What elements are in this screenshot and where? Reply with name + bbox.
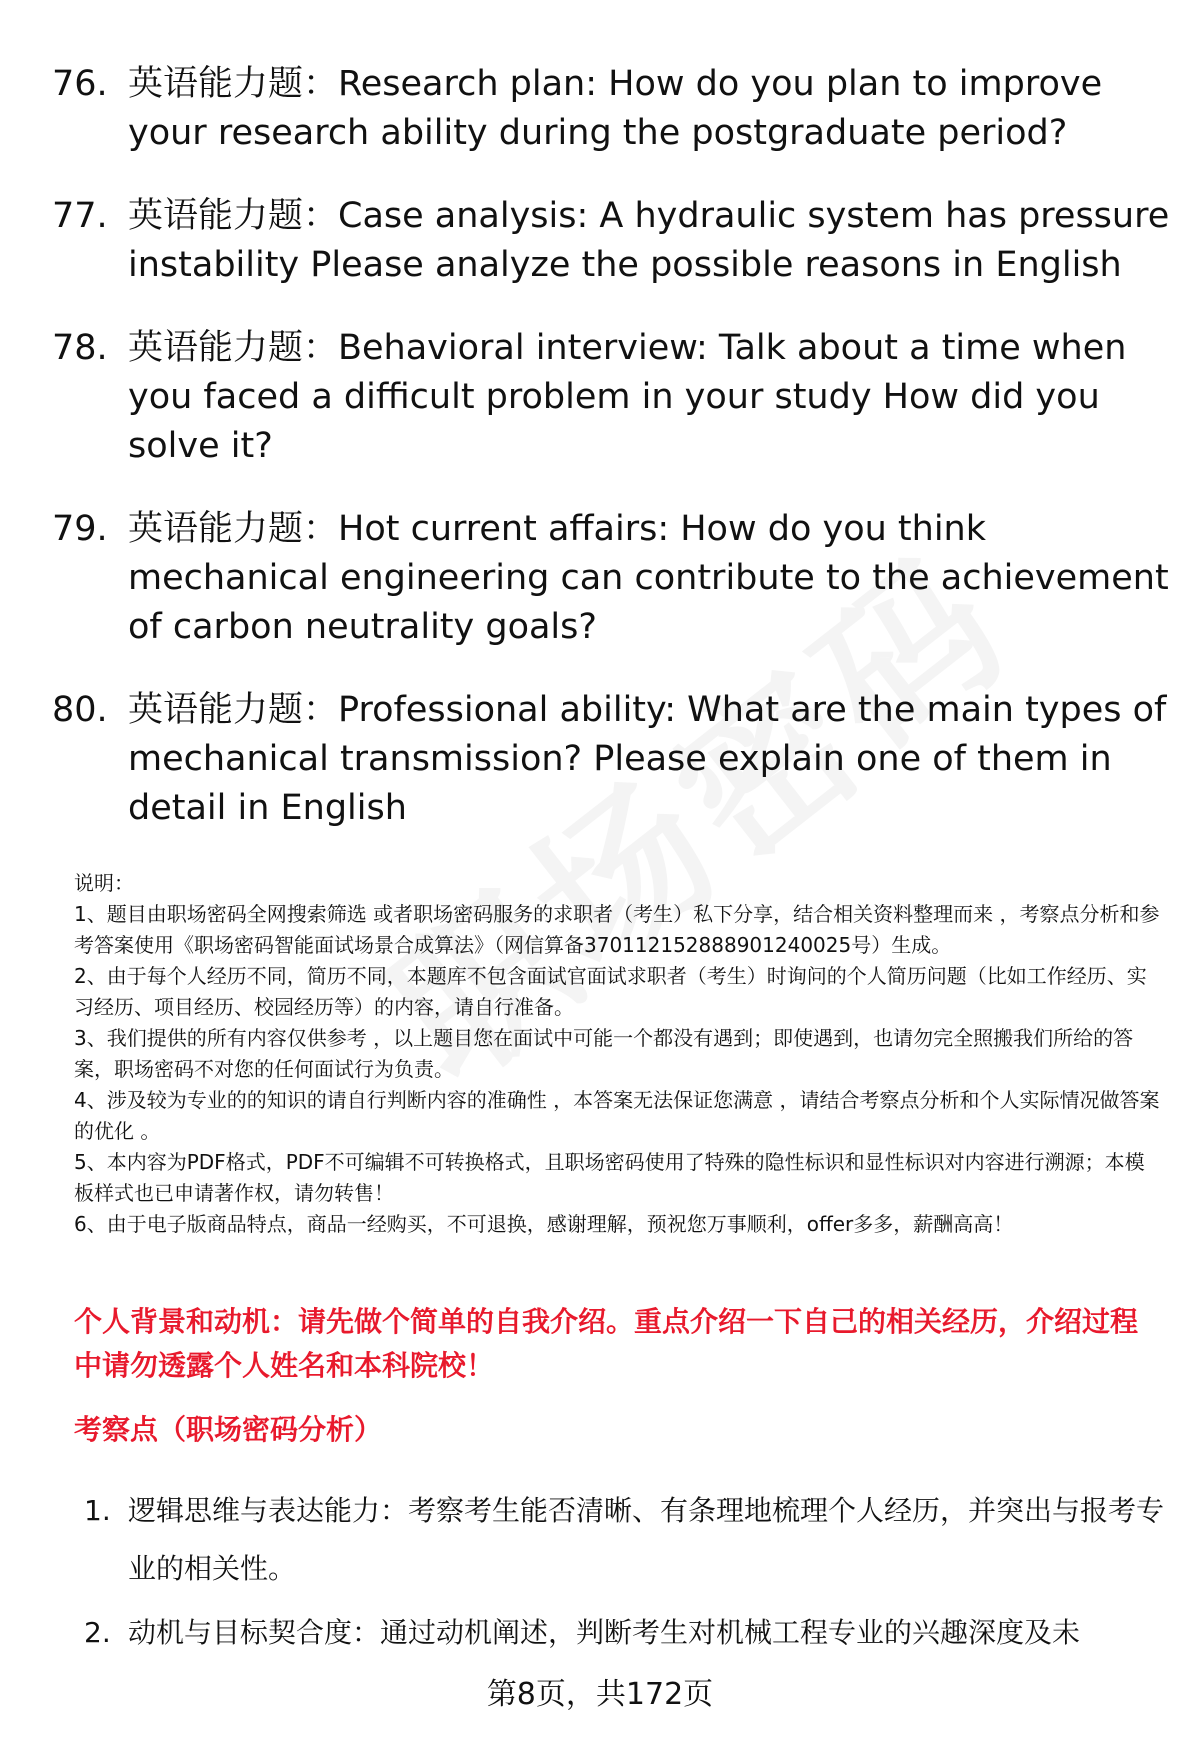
question-number: 77.: [52, 196, 108, 236]
note-item: 3、我们提供的所有内容仅供参考 ，以上题目您在面试中可能一个都没有遇到；即使遇到，也请勿完全照搬我们所给的答案，职场密码不对您的任何面试行为负责。: [74, 1026, 1134, 1081]
point-item: [84, 1604, 1174, 1662]
question-item: [52, 505, 1172, 652]
notes-section: [74, 868, 1164, 1240]
note-item: 4、涉及较为专业的的知识的请自行判断内容的准确性 ，本答案无法保证您满意 ，请结合考察点分析和个人实际情况做答案的优化 。: [74, 1088, 1160, 1143]
question-number: 76.: [52, 64, 108, 104]
question-item: [52, 60, 1172, 158]
question-item: [52, 686, 1172, 833]
question-text: 英语能力题：Research plan: How do you plan to improve your research ability during the postgraduate period?: [128, 64, 1103, 153]
point-item: [84, 1482, 1174, 1598]
question-number: 80.: [52, 690, 108, 730]
point-number: 1.: [84, 1494, 111, 1527]
point-text: 动机与目标契合度：通过动机阐述，判断考生对机械工程专业的兴趣深度及未: [128, 1616, 1081, 1649]
question-item: [52, 192, 1172, 290]
point-number: 2.: [84, 1616, 111, 1649]
section-points-heading: 考察点（职场密码分析）: [74, 1413, 383, 1446]
point-text: 逻辑思维与表达能力：考察考生能否清晰、有条理地梳理个人经历，并突出与报考专业的相关性。: [128, 1494, 1165, 1585]
note-item: 6、由于电子版商品特点，商品一经购买，不可退换，感谢理解，预祝您万事顺利，offer多多，薪酬高高！: [74, 1212, 1014, 1236]
points-list: [84, 1482, 1174, 1668]
question-number: 79.: [52, 509, 108, 549]
note-item: 2、由于每个人经历不同，简历不同，本题库不包含面试官面试求职者（考生）时询问的个人简历问题（比如工作经历、实习经历、项目经历、校园经历等）的内容，请自行准备。: [74, 964, 1147, 1019]
question-text: 英语能力题：Hot current affairs: How do you think mechanical engineering can contribute to the achievement of carbon neutrality goals?: [128, 509, 1169, 647]
question-text: 英语能力题：Behavioral interview: Talk about a time when you faced a difficult problem in your study How did you solve it?: [128, 328, 1127, 466]
note-item: 1、题目由职场密码全网搜索筛选 或者职场密码服务的求职者（考生）私下分享，结合相关资料整理而来 ，考察点分析和参考答案使用《职场密码智能面试场景合成算法》（网信算备370112152888901240025号）生成。: [74, 902, 1160, 957]
notes-title: 说明：: [74, 871, 134, 895]
question-list: [52, 60, 1172, 867]
note-item: 5、本内容为PDF格式，PDF不可编辑不可转换格式，且职场密码使用了特殊的隐性标识和显性标识对内容进行溯源；本模板样式也已申请著作权，请勿转售！: [74, 1150, 1145, 1205]
question-text: 英语能力题：Professional ability: What are the main types of mechanical transmission? Please explain one of them in detail in English: [128, 690, 1167, 828]
question-text: 英语能力题：Case analysis: A hydraulic system has pressure instability Please analyze the possible reasons in English: [128, 196, 1170, 285]
question-item: [52, 324, 1172, 471]
page-footer: 第8页，共172页: [486, 1677, 714, 1712]
question-number: 78.: [52, 328, 108, 368]
section-question-heading: 个人背景和动机：请先做个简单的自我介绍。重点介绍一下自己的相关经历，介绍过程中请勿透露个人姓名和本科院校！: [74, 1305, 1139, 1382]
